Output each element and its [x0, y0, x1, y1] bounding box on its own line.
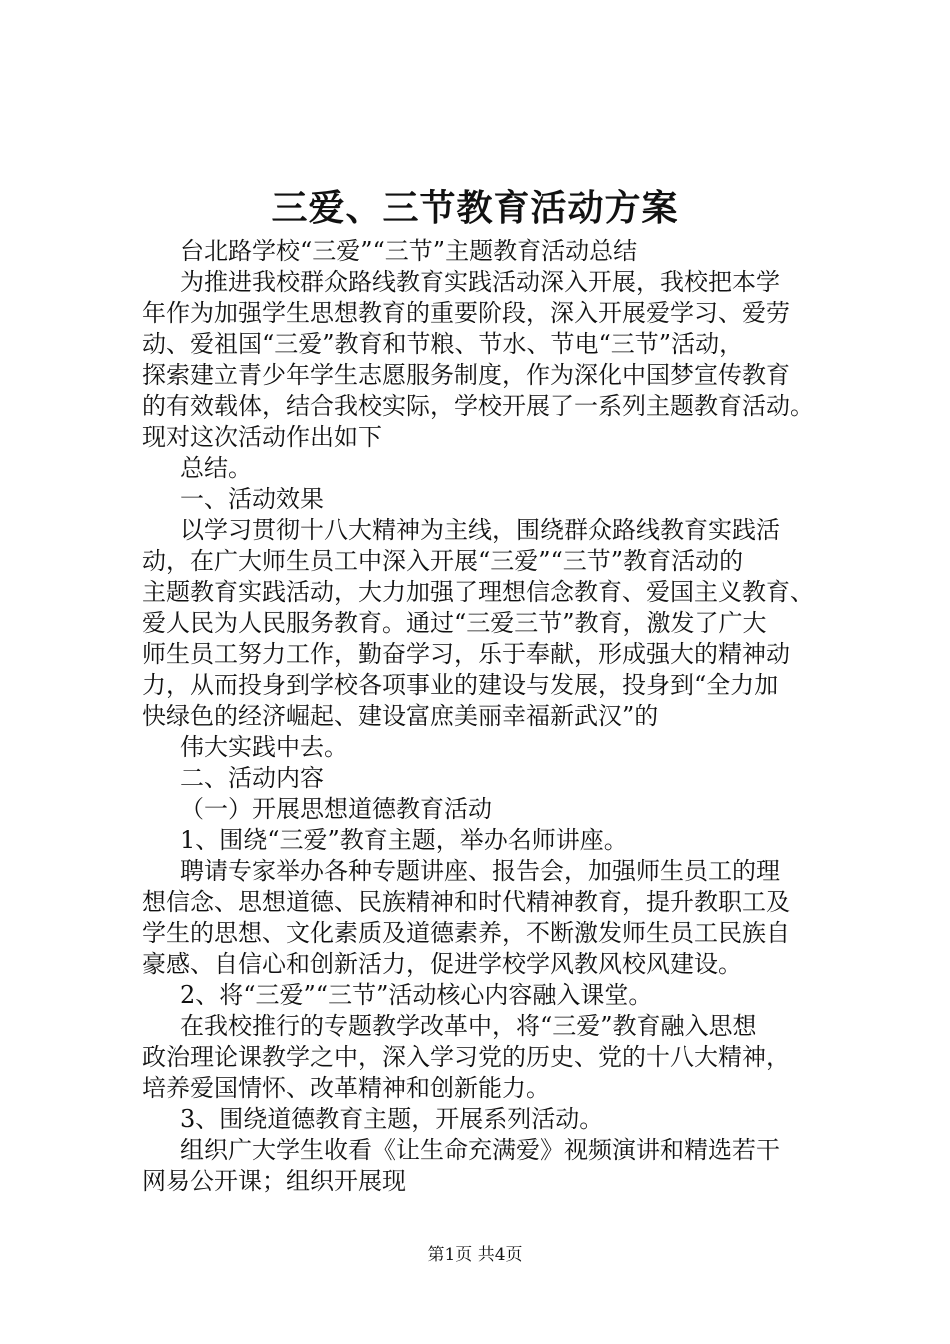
text-line: 以学习贯彻十八大精神为主线，围绕群众路线教育实践活 — [180, 516, 780, 544]
text-line: 快绿色的经济崛起、建设富庶美丽幸福新武汉”的 — [142, 702, 659, 730]
text-line: 想信念、思想道德、民族精神和时代精神教育，提升教职工及 — [142, 888, 790, 916]
text-line: 1、围绕“三爱”教育主题，举办名师讲座。 — [180, 826, 628, 854]
text-line: 总结。 — [180, 454, 252, 482]
text-line: 网易公开课；组织开展现 — [142, 1167, 406, 1195]
text-line: 力，从而投身到学校各项事业的建设与发展，投身到“全力加 — [142, 671, 779, 699]
text-line: 为推进我校群众路线教育实践活动深入开展，我校把本学 — [180, 268, 780, 296]
text-line: 政治理论课教学之中，深入学习党的历史、党的十八大精神， — [142, 1043, 790, 1071]
text-line: 组织广大学生收看《让生命充满爱》视频演讲和精选若干 — [180, 1136, 780, 1164]
text-line: 动，在广大师生员工中深入开展“三爱”“三节”教育活动的 — [142, 547, 744, 575]
text-line: （一）开展思想道德教育活动 — [180, 795, 492, 823]
text-line: 聘请专家举办各种专题讲座、报告会，加强师生员工的理 — [180, 857, 780, 885]
page-footer: 第1页 共4页 — [427, 1245, 523, 1265]
document-body — [142, 236, 842, 1197]
text-line: 的有效载体，结合我校实际，学校开展了一系列主题教育活动。 — [142, 392, 814, 420]
text-line: 一、活动效果 — [180, 485, 324, 513]
text-line: 2、将“三爱”“三节”活动核心内容融入课堂。 — [180, 981, 653, 1009]
text-line: 伟大实践中去。 — [180, 733, 348, 761]
text-line: 探索建立青少年学生志愿服务制度，作为深化中国梦宣传教育 — [142, 361, 790, 389]
text-line: 年作为加强学生思想教育的重要阶段，深入开展爱学习、爱劳 — [142, 299, 790, 327]
document-title: 三爱、三节教育活动方案 — [271, 187, 679, 229]
text-line: 3、围绕道德教育主题，开展系列活动。 — [180, 1105, 604, 1133]
text-line: 在我校推行的专题教学改革中，将“三爱”教育融入思想 — [180, 1012, 757, 1040]
text-line: 动、爱祖国“三爱”教育和节粮、节水、节电“三节”活动， — [142, 330, 744, 358]
text-line: 爱人民为人民服务教育。通过“三爱三节”教育，激发了广大 — [142, 609, 767, 637]
text-line: 现对这次活动作出如下 — [142, 423, 382, 451]
text-line: 台北路学校“三爱”“三节”主题教育活动总结 — [180, 237, 638, 265]
text-line: 学生的思想、文化素质及道德素养，不断激发师生员工民族自 — [142, 919, 790, 947]
text-line: 豪感、自信心和创新活力，促进学校学风教风校风建设。 — [142, 950, 742, 978]
text-line: 主题教育实践活动，大力加强了理想信念教育、爱国主义教育、 — [142, 578, 814, 606]
text-line: 师生员工努力工作，勤奋学习，乐于奉献，形成强大的精神动 — [142, 640, 790, 668]
text-line: 二、活动内容 — [180, 764, 324, 792]
text-line: 培养爱国情怀、改革精神和创新能力。 — [142, 1074, 550, 1102]
